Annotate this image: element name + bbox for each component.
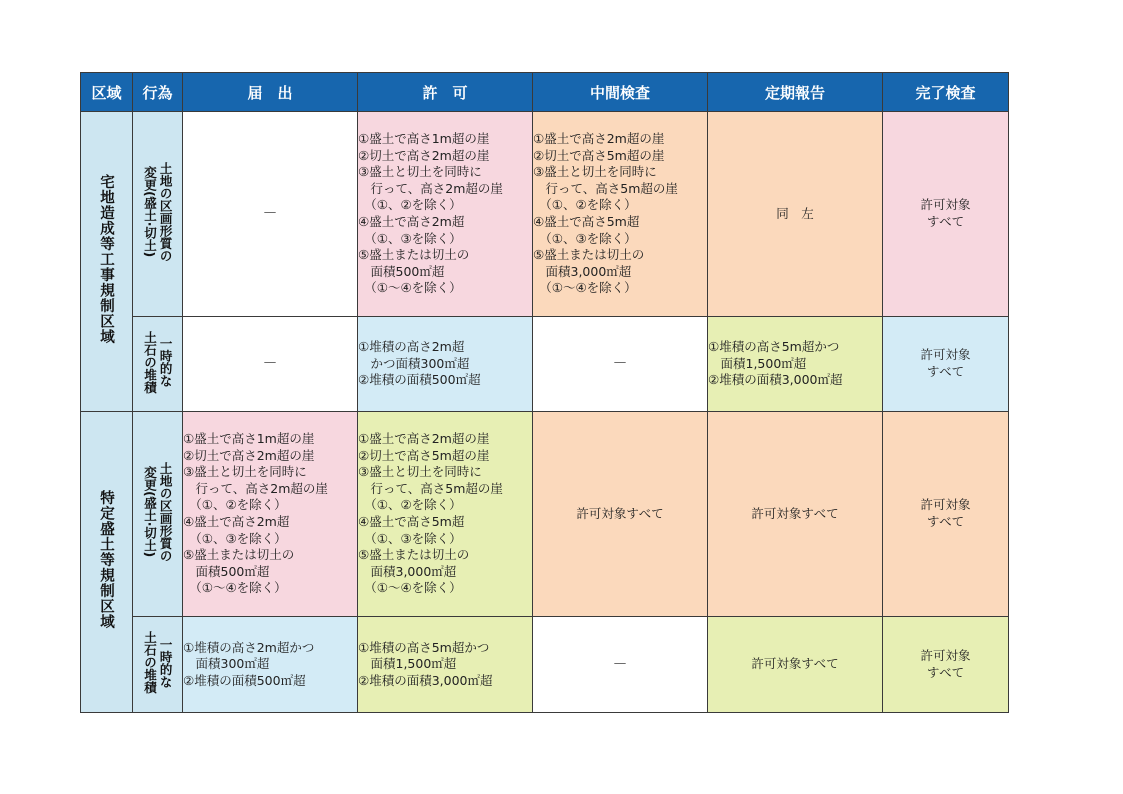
header-action: 行為 <box>133 73 183 112</box>
interim-cell <box>533 112 708 317</box>
region-cell <box>81 412 133 713</box>
periodic-text: 同 左 <box>776 205 814 221</box>
completion-text: 許可対象 すべて <box>920 497 971 529</box>
header-interim: 中間検査 <box>533 73 708 112</box>
interim-text: ①盛土で高さ2m超の崖 ②切土で高さ5m超の崖 ③盛土と切土を同時に 行って、高さ5m超の崖 （①、②を除く） ④盛土で高さ5m超 （①、③を除く） ⑤盛土または切土の 面積3,000㎡超 （①～④を除く） <box>533 131 678 296</box>
region-label: 特定盛土等規制区域 <box>98 490 114 630</box>
permit-cell <box>358 317 533 412</box>
permit-text: ①盛土で高さ2m超の崖 ②切土で高さ5m超の崖 ③盛土と切土を同時に 行って、高さ5m超の崖 （①、②を除く） ④盛土で高さ5m超 （①、③を除く） ⑤盛土または切土の 面積3,000㎡超 （①～④を除く） <box>358 431 503 596</box>
completion-cell <box>883 317 1009 412</box>
completion-cell <box>883 112 1009 317</box>
notification-cell <box>183 112 358 317</box>
permit-cell <box>358 112 533 317</box>
header-notification: 届 出 <box>183 73 358 112</box>
periodic-text: ①堆積の高さ5m超かつ 面積1,500㎡超 ②堆積の面積3,000㎡超 <box>708 339 843 388</box>
completion-text: 許可対象 すべて <box>920 347 971 379</box>
action-cell <box>133 317 183 412</box>
interim-text: 許可対象すべて <box>576 505 664 521</box>
region-cell <box>81 112 133 412</box>
notification-text: ①盛土で高さ1m超の崖 ②切土で高さ2m超の崖 ③盛土と切土を同時に 行って、高さ2m超の崖 （①、②を除く） ④盛土で高さ2m超 （①、③を除く） ⑤盛土または切土の 面積500㎡超 （①～④を除く） <box>183 431 328 596</box>
header-permit: 許 可 <box>358 73 533 112</box>
completion-text: 許可対象 すべて <box>920 647 971 680</box>
permit-cell <box>358 412 533 617</box>
table-row <box>81 412 1009 617</box>
periodic-cell <box>708 317 883 412</box>
interim-text: － <box>612 354 628 373</box>
notification-cell <box>183 617 358 713</box>
region-label: 宅地造成等工事規制区域 <box>98 174 114 345</box>
completion-cell <box>883 412 1009 617</box>
notification-text: － <box>262 204 278 223</box>
notification-text: － <box>262 354 278 373</box>
action-cell <box>133 112 183 317</box>
notification-cell <box>183 412 358 617</box>
notification-cell <box>183 317 358 412</box>
interim-text: － <box>612 654 628 673</box>
permit-text: ①盛土で高さ1m超の崖 ②切土で高さ2m超の崖 ③盛土と切土を同時に 行って、高さ2m超の崖 （①、②を除く） ④盛土で高さ2m超 （①、③を除く） ⑤盛土または切土の 面積500㎡超 （①～④を除く） <box>358 131 503 296</box>
action-cell <box>133 412 183 617</box>
action-cell <box>133 617 183 713</box>
action-label: 一時的な 土石の堆積 <box>142 330 174 394</box>
regulation-table <box>80 72 1009 713</box>
table-row <box>81 317 1009 412</box>
permit-cell <box>358 617 533 713</box>
interim-cell <box>533 317 708 412</box>
table-row <box>81 112 1009 317</box>
periodic-cell <box>708 412 883 617</box>
header-completion: 完了検査 <box>883 73 1009 112</box>
permit-text: ①堆積の高さ5m超かつ 面積1,500㎡超 ②堆積の面積3,000㎡超 <box>358 639 493 688</box>
notification-text: ①堆積の高さ2m超かつ 面積300㎡超 ②堆積の面積500㎡超 <box>183 639 315 688</box>
interim-cell <box>533 617 708 713</box>
table-row <box>81 617 1009 713</box>
action-label: 土地の区画形質の 変更(盛土·切土) <box>142 462 174 562</box>
periodic-cell <box>708 112 883 317</box>
periodic-text: 許可対象すべて <box>751 656 839 672</box>
permit-text: ①堆積の高さ2m超 かつ面積300㎡超 ②堆積の面積500㎡超 <box>358 339 481 388</box>
periodic-cell <box>708 617 883 713</box>
action-label: 土地の区画形質の 変更(盛土·切土) <box>142 162 174 262</box>
interim-cell <box>533 412 708 617</box>
completion-text: 許可対象 すべて <box>920 197 971 229</box>
header-region: 区域 <box>81 73 133 112</box>
periodic-text: 許可対象すべて <box>751 505 839 521</box>
completion-cell <box>883 617 1009 713</box>
header-row <box>81 73 1009 112</box>
action-label: 一時的な 土石の堆積 <box>142 631 174 694</box>
header-periodic: 定期報告 <box>708 73 883 112</box>
